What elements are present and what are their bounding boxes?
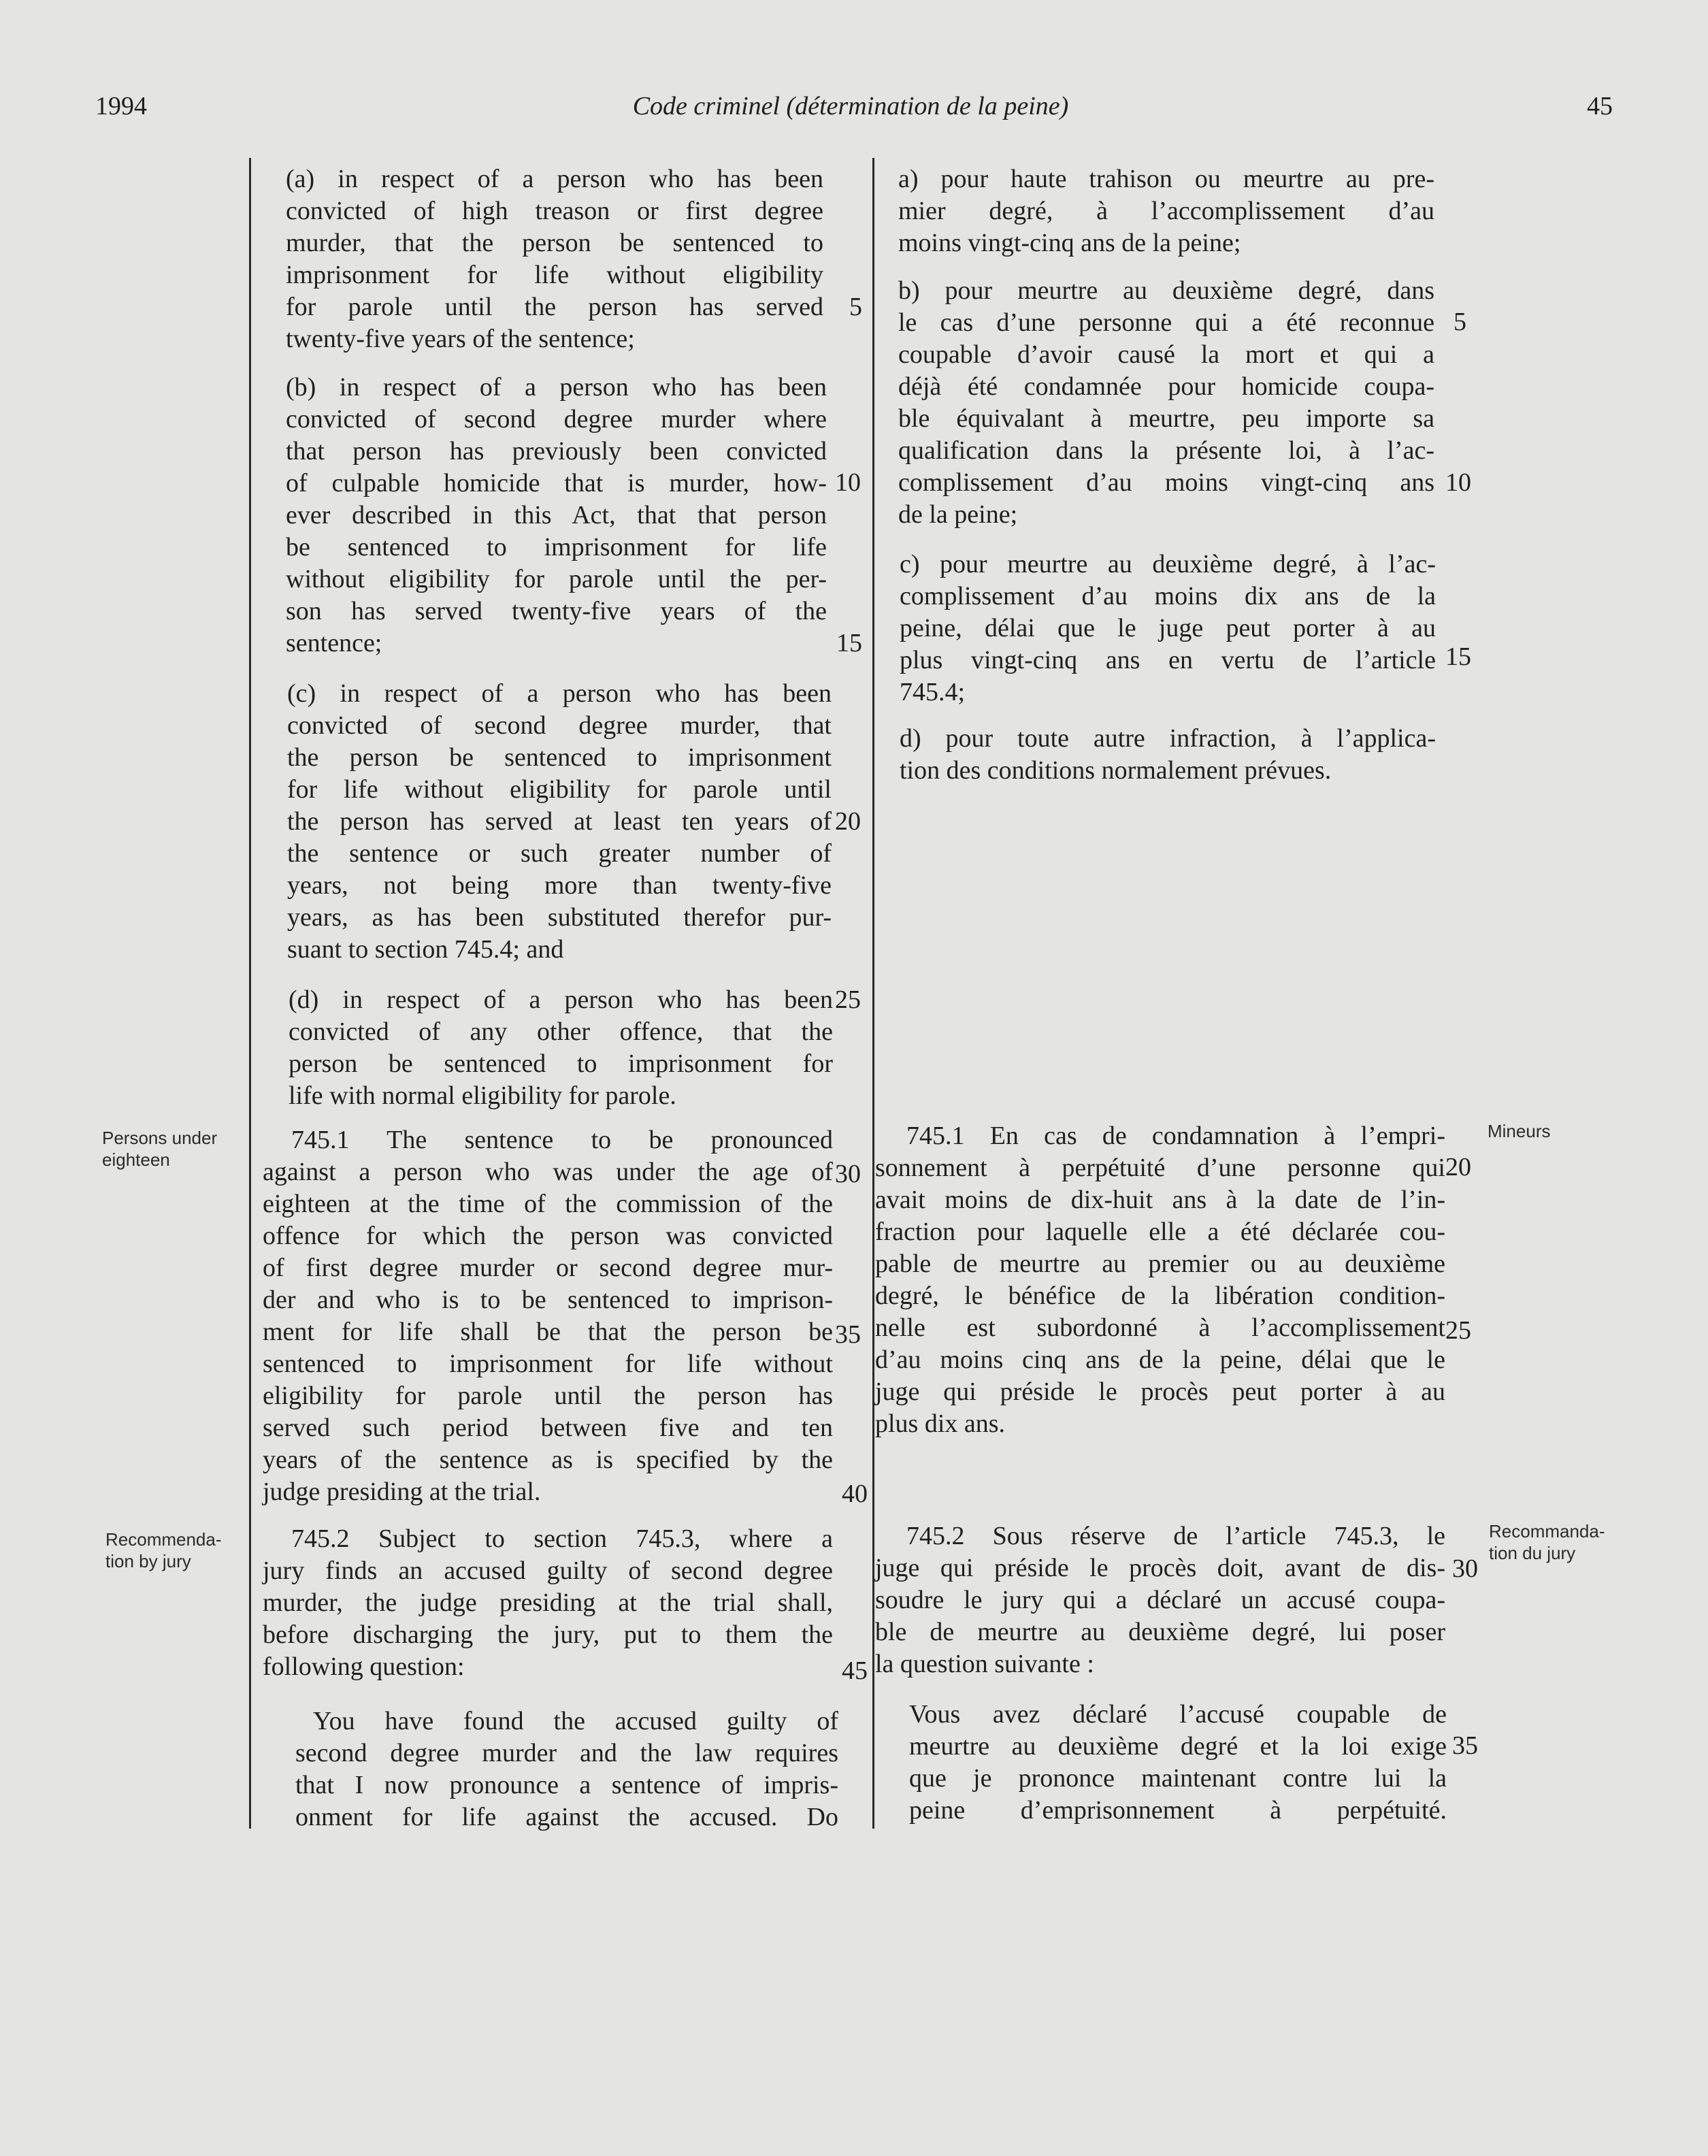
en-line-number: 10 (835, 468, 861, 497)
left-column-rule (249, 158, 251, 1829)
fr-section-745-1: 745.1 En cas de condamnation à l’empri- sonnement à perpétuité d’une personne qui avait moins de dix-huit ans à la date de l’in- fraction pour laquelle elle a été déclarée cou- pable de meurtre au premier ou au deuxième degré, le bénéfice de la libération condition- nelle est subordonné à l’accomplissement d’au moins cinq ans de la peine, délai que le juge qui préside le procès peut porter à au plus dix ans. (875, 1122, 1445, 1438)
fr-line-number: 30 (1452, 1554, 1478, 1583)
marginal-note-persons-under-eighteen: Persons under eighteen (102, 1128, 218, 1170)
marginal-note-recommandation-du-jury: Recommanda- tion du jury (1489, 1521, 1605, 1563)
en-paragraph-d: (d) in respect of a person who has been convicted of any other offence, that the person be sentenced to imprisonment for life with normal eligibility for parole. (289, 985, 833, 1110)
header-title: Code criminel (détermination de la peine) (632, 92, 1069, 120)
en-paragraph-a: (a) in respect of a person who has been convicted of high treason or first degree murder, that the person be sentenced to imprisonment for life without eligibility for parole until the person has served twenty-five years of the sentence; (286, 165, 823, 353)
fr-paragraph-b: b) pour meurtre au deuxième degré, dans le cas d’une personne qui a été reconnue coupable d’avoir causé la mort et qui a déjà été condamnée pour homicide coupa- ble équivalant à meurtre, peu importe sa qualification dans la présente loi, à l’ac- complissement d’au moins vingt-cinq ans de la peine; (898, 276, 1434, 529)
en-line-number: 45 (842, 1656, 868, 1685)
en-paragraph-c: (c) in respect of a person who has been convicted of second degree murder, that the person be sentenced to imprisonment for life without eligibility for parole until the person has served at least ten years of the sentence or such greater number of years, not being more than twenty-five years, as has been substituted therefor pur- suant to section 745.4; and (287, 679, 832, 964)
right-column-rule (872, 158, 874, 1829)
fr-paragraph-a: a) pour haute trahison ou meurtre au pre- mier degré, à l’accomplissement d’au moins vingt-cinq ans de la peine; (898, 165, 1434, 257)
fr-line-number: 15 (1445, 642, 1471, 671)
en-section-745-1: 745.1 The sentence to be pronounced against a person who was under the age of eighteen at the time of the commission of the offence for which the person was convicted of first degree murder or second degree mur- der and who is to be sentenced to imprison- ment for life shall be that the person be sentenced to imprisonment for life without eligibility for parole until the person has served such period between five and ten years of the sentence as is specified by the judge presiding at the trial. (263, 1126, 833, 1506)
fr-line-number: 5 (1454, 308, 1466, 336)
fr-line-number: 35 (1452, 1731, 1478, 1760)
en-line-number: 30 (835, 1160, 861, 1188)
en-line-number: 40 (842, 1480, 868, 1508)
en-line-number: 25 (835, 985, 861, 1014)
en-section-745-2: 745.2 Subject to section 745.3, where a jury finds an accused guilty of second degree murder, the judge presiding at the trial shall, before discharging the jury, put to them the following question: (263, 1524, 833, 1681)
fr-paragraph-d: d) pour toute autre infraction, à l’applica- tion des conditions normalement prévues. (900, 724, 1436, 785)
fr-jury-question: Vous avez déclaré l’accusé coupable de meurtre au deuxième degré et la loi exige que je prononce maintenant contre lui la peine d’emprisonnement à perpétuité. (909, 1700, 1447, 1825)
en-jury-question: You have found the accused guilty of second degree murder and the law requires that I now pronounce a sentence of impris- onment for life against the accused. Do (295, 1707, 838, 1831)
fr-section-745-2: 745.2 Sous réserve de l’article 745.3, le juge qui préside le procès doit, avant de dis- soudre le jury qui a déclaré un accusé coupa- ble de meurtre au deuxième degré, lui poser la question suivante : (875, 1522, 1445, 1678)
header-year: 1994 (95, 92, 147, 120)
fr-line-number: 25 (1445, 1316, 1471, 1345)
en-line-number: 15 (836, 629, 862, 657)
fr-paragraph-c: c) pour meurtre au deuxième degré, à l’ac- complissement d’au moins dix ans de la peine, délai que le juge peut porter à au plus vingt-cinq ans en vertu de l’article 745.4; (900, 550, 1436, 706)
en-line-number: 5 (849, 293, 862, 321)
en-line-number: 20 (835, 807, 861, 836)
page-number: 45 (1587, 92, 1613, 120)
marginal-note-recommendation-by-jury: Recommenda- tion by jury (105, 1529, 222, 1571)
fr-line-number: 20 (1445, 1153, 1471, 1181)
en-paragraph-b: (b) in respect of a person who has been convicted of second degree murder where that person has previously been convicted of culpable homicide that is murder, how- ever described in this Act, that that person be sentenced to imprisonment for life without eligibility for parole until the per- son has served twenty-five years of the sentence; (286, 373, 827, 657)
fr-line-number: 10 (1445, 468, 1471, 497)
marginal-note-mineurs: Mineurs (1488, 1121, 1551, 1141)
en-line-number: 35 (835, 1320, 861, 1349)
